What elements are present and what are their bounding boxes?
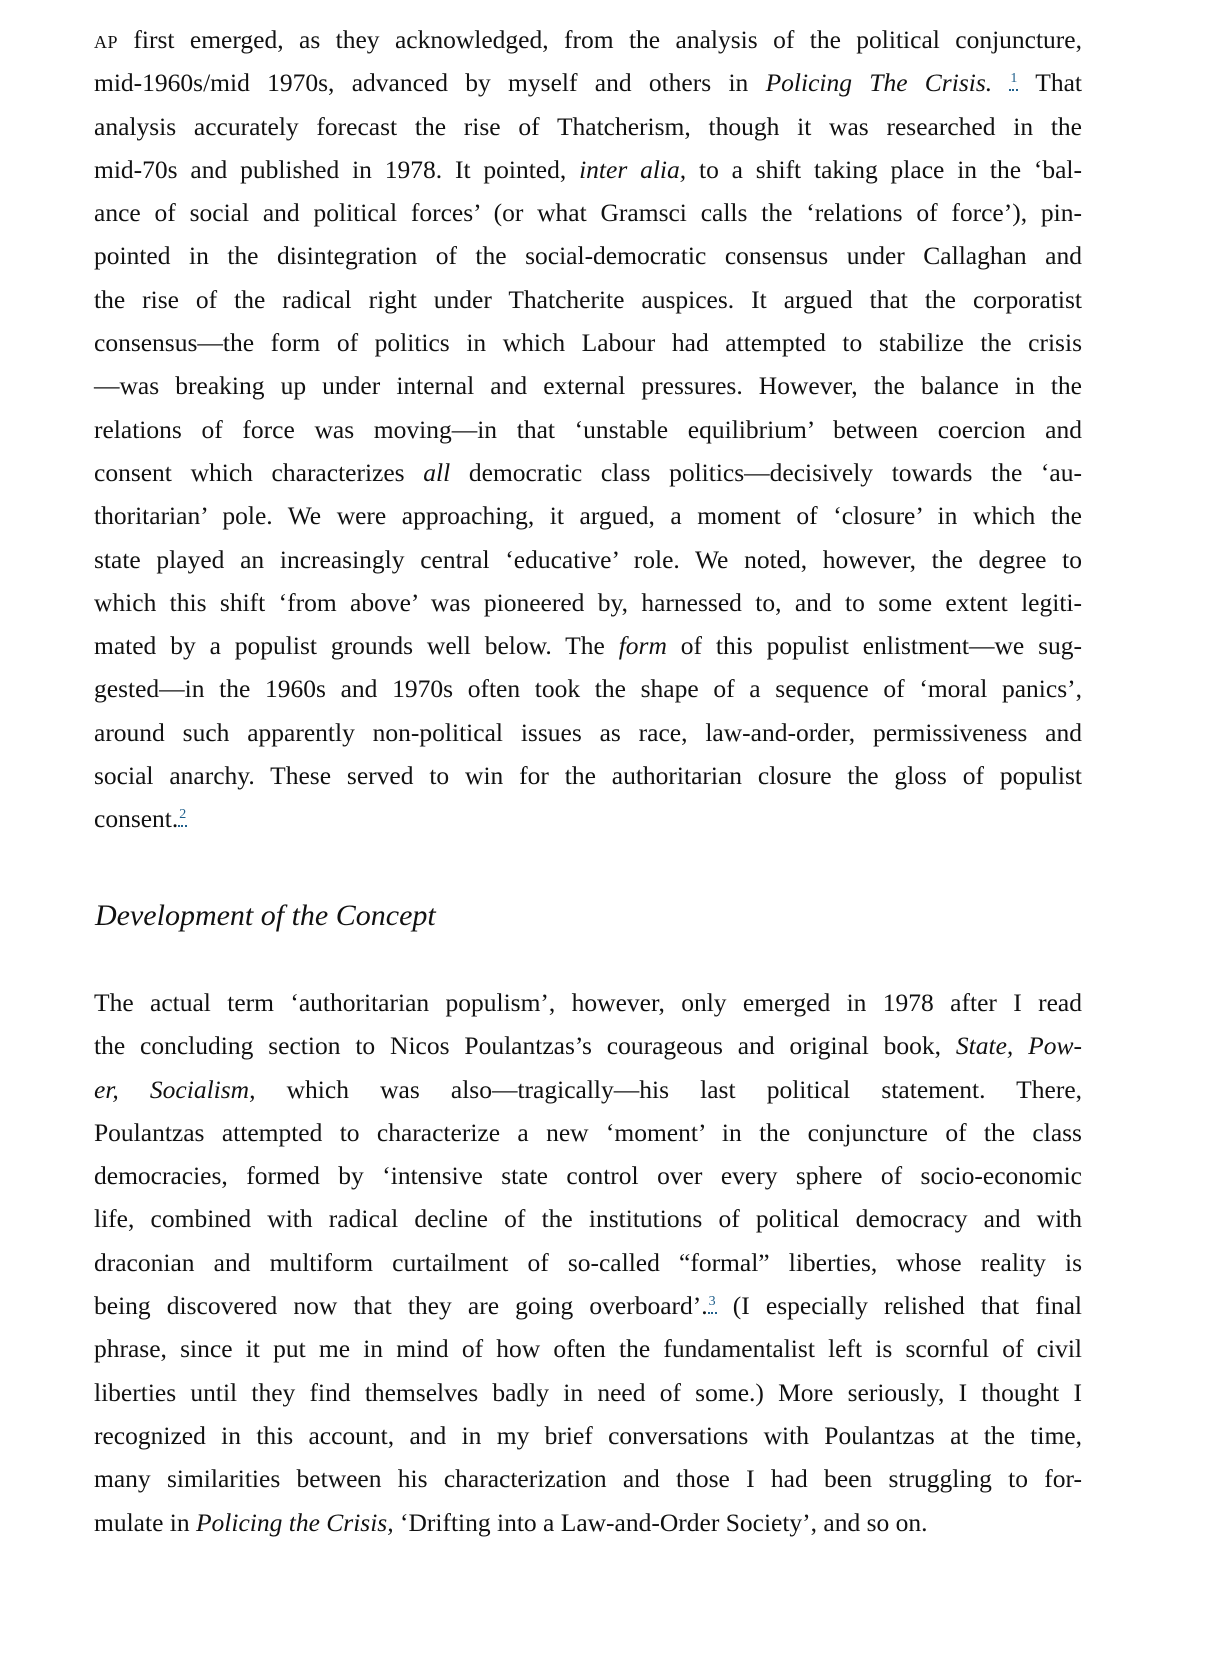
text-segment: Poulantzas attempted to characterize a new ‘moment’ in the conjuncture of the class [94, 1117, 1082, 1147]
text-segment: democratic class politics—decisively towards the ‘au- [450, 457, 1082, 487]
italic-text: Policing The Crisis. [765, 68, 993, 98]
text-line [94, 321, 1082, 364]
text-segment: gested—in the 1960s and 1970s often took the shape of a sequence of ‘moral panics’, [94, 674, 1082, 704]
text-line [94, 538, 1082, 581]
text-line [94, 1197, 1082, 1240]
text-line [94, 451, 1082, 494]
text-line [94, 364, 1082, 407]
text-segment: to a shift taking place in the ‘bal- [686, 154, 1082, 184]
text-line [94, 1371, 1082, 1414]
text-segment: state played an increasingly central ‘educative’ role. We noted, however, the degree to [94, 544, 1082, 574]
footnote-link-2[interactable]: 2 [178, 807, 187, 827]
italic-text: er, Socialism, [94, 1074, 256, 1104]
text-line [94, 624, 1082, 667]
text-segment: which was also—tragically—his last political statement. There, [255, 1074, 1083, 1104]
text-segment: first emerged, as they acknowledged, from the analysis of the political conjuncture, [118, 25, 1082, 54]
section-heading: Development of the Concept [95, 899, 436, 932]
text-line [94, 1111, 1082, 1154]
text-segment: ance of social and political forces’ (or what Gramsci calls the ‘relations of force’), pin- [94, 198, 1082, 228]
text-line [94, 1154, 1082, 1197]
text-line [94, 1414, 1082, 1457]
text-segment: consent which characterizes [94, 457, 424, 487]
text-segment: consensus—the form of politics in which Labour had attempted to stabilize the crisis [94, 328, 1082, 358]
text-line [94, 61, 1082, 104]
text-line [94, 191, 1082, 234]
small-caps-text: ap [94, 25, 119, 54]
text-segment: (I especially relished that final [716, 1291, 1082, 1321]
text-line [94, 1284, 1082, 1327]
text-line [94, 797, 1082, 840]
text-segment: pointed in the disintegration of the social-democratic consensus under Callaghan and [94, 241, 1082, 271]
text-segment: consent. [94, 804, 179, 834]
text-line [94, 1501, 1082, 1544]
text-segment: of this populist enlistment—we sug- [666, 631, 1082, 661]
text-line [94, 581, 1082, 624]
text-line [94, 1024, 1082, 1067]
footnote-link-3[interactable]: 3 [708, 1294, 717, 1314]
text-line [94, 1327, 1082, 1370]
paragraph-1 [94, 18, 1082, 841]
text-segment [992, 68, 1009, 97]
text-segment: which this shift ‘from above’ was pioneered by, harnessed to, and to some extent legiti- [94, 587, 1082, 617]
text-segment: social anarchy. These served to win for the authoritarian closure the gloss of populist [94, 761, 1082, 791]
text-line [94, 105, 1082, 148]
text-segment: life, combined with radical decline of the institutions of political democracy and with [94, 1204, 1082, 1234]
text-segment: thoritarian’ pole. We were approaching, it argued, a moment of ‘closure’ in which the [94, 501, 1082, 531]
text-segment: analysis accurately forecast the rise of Thatcherism, though it was researched in the [94, 111, 1082, 141]
text-line [94, 667, 1082, 710]
text-segment: being discovered now that they are going overboard’. [94, 1291, 708, 1321]
italic-text: Policing the Crisis, [195, 1507, 394, 1537]
text-segment: many similarities between his characterization and those I had been struggling to for- [94, 1464, 1082, 1494]
text-line [94, 278, 1082, 321]
text-line [94, 981, 1082, 1024]
document-page [94, 18, 1083, 1537]
text-segment: recognized in this account, and in my brief conversations with Poulantzas at the time, [94, 1420, 1082, 1450]
text-line [94, 18, 1082, 61]
text-line [94, 1241, 1082, 1284]
text-line [94, 494, 1082, 537]
text-line [94, 234, 1082, 277]
text-segment: That [1018, 68, 1082, 98]
text-segment: mulate in [94, 1507, 196, 1537]
text-line [94, 1457, 1082, 1500]
footnote-link-1[interactable]: 1 [1009, 71, 1018, 91]
text-segment: the rise of the radical right under Thatcherite auspices. It argued that the corporatist [94, 284, 1082, 314]
text-line [94, 408, 1082, 451]
text-segment: —was breaking up under internal and external pressures. However, the balance in the [94, 371, 1082, 401]
text-segment: democracies, formed by ‘intensive state control over every sphere of socio-economic [94, 1161, 1082, 1191]
text-segment: draconian and multiform curtailment of so-called “formal” liberties, whose reality is [94, 1247, 1082, 1277]
text-segment: ‘Drifting into a Law-and-Order Society’, and so on. [393, 1507, 928, 1537]
text-segment: around such apparently non-political issues as race, law-and-order, permissiveness and [94, 717, 1082, 747]
italic-text: form [618, 631, 667, 661]
text-segment: mid-70s and published in 1978. It pointed, [94, 154, 580, 184]
text-segment: relations of force was moving—in that ‘unstable equilibrium’ between coercion and [94, 414, 1082, 444]
text-line [94, 148, 1082, 191]
text-segment: liberties until they find themselves badly in need of some.) More seriously, I thought I [94, 1377, 1082, 1407]
italic-text: all [423, 457, 451, 487]
text-line [94, 711, 1082, 754]
italic-text: inter alia, [579, 154, 687, 184]
text-segment: The actual term ‘authoritarian populism’, however, only emerged in 1978 after I read [94, 988, 1082, 1017]
text-segment: the concluding section to Nicos Poulantzas’s courageous and original book, [94, 1031, 956, 1061]
text-segment: mated by a populist grounds well below. The [94, 631, 619, 661]
paragraph-2 [94, 981, 1082, 1544]
text-line [94, 1068, 1082, 1111]
text-segment: mid-1960s/mid 1970s, advanced by myself and others in [94, 68, 766, 98]
text-segment: phrase, since it put me in mind of how often the fundamentalist left is scornful of civil [94, 1334, 1082, 1364]
italic-text: State, Pow- [955, 1031, 1082, 1061]
text-line [94, 754, 1082, 797]
